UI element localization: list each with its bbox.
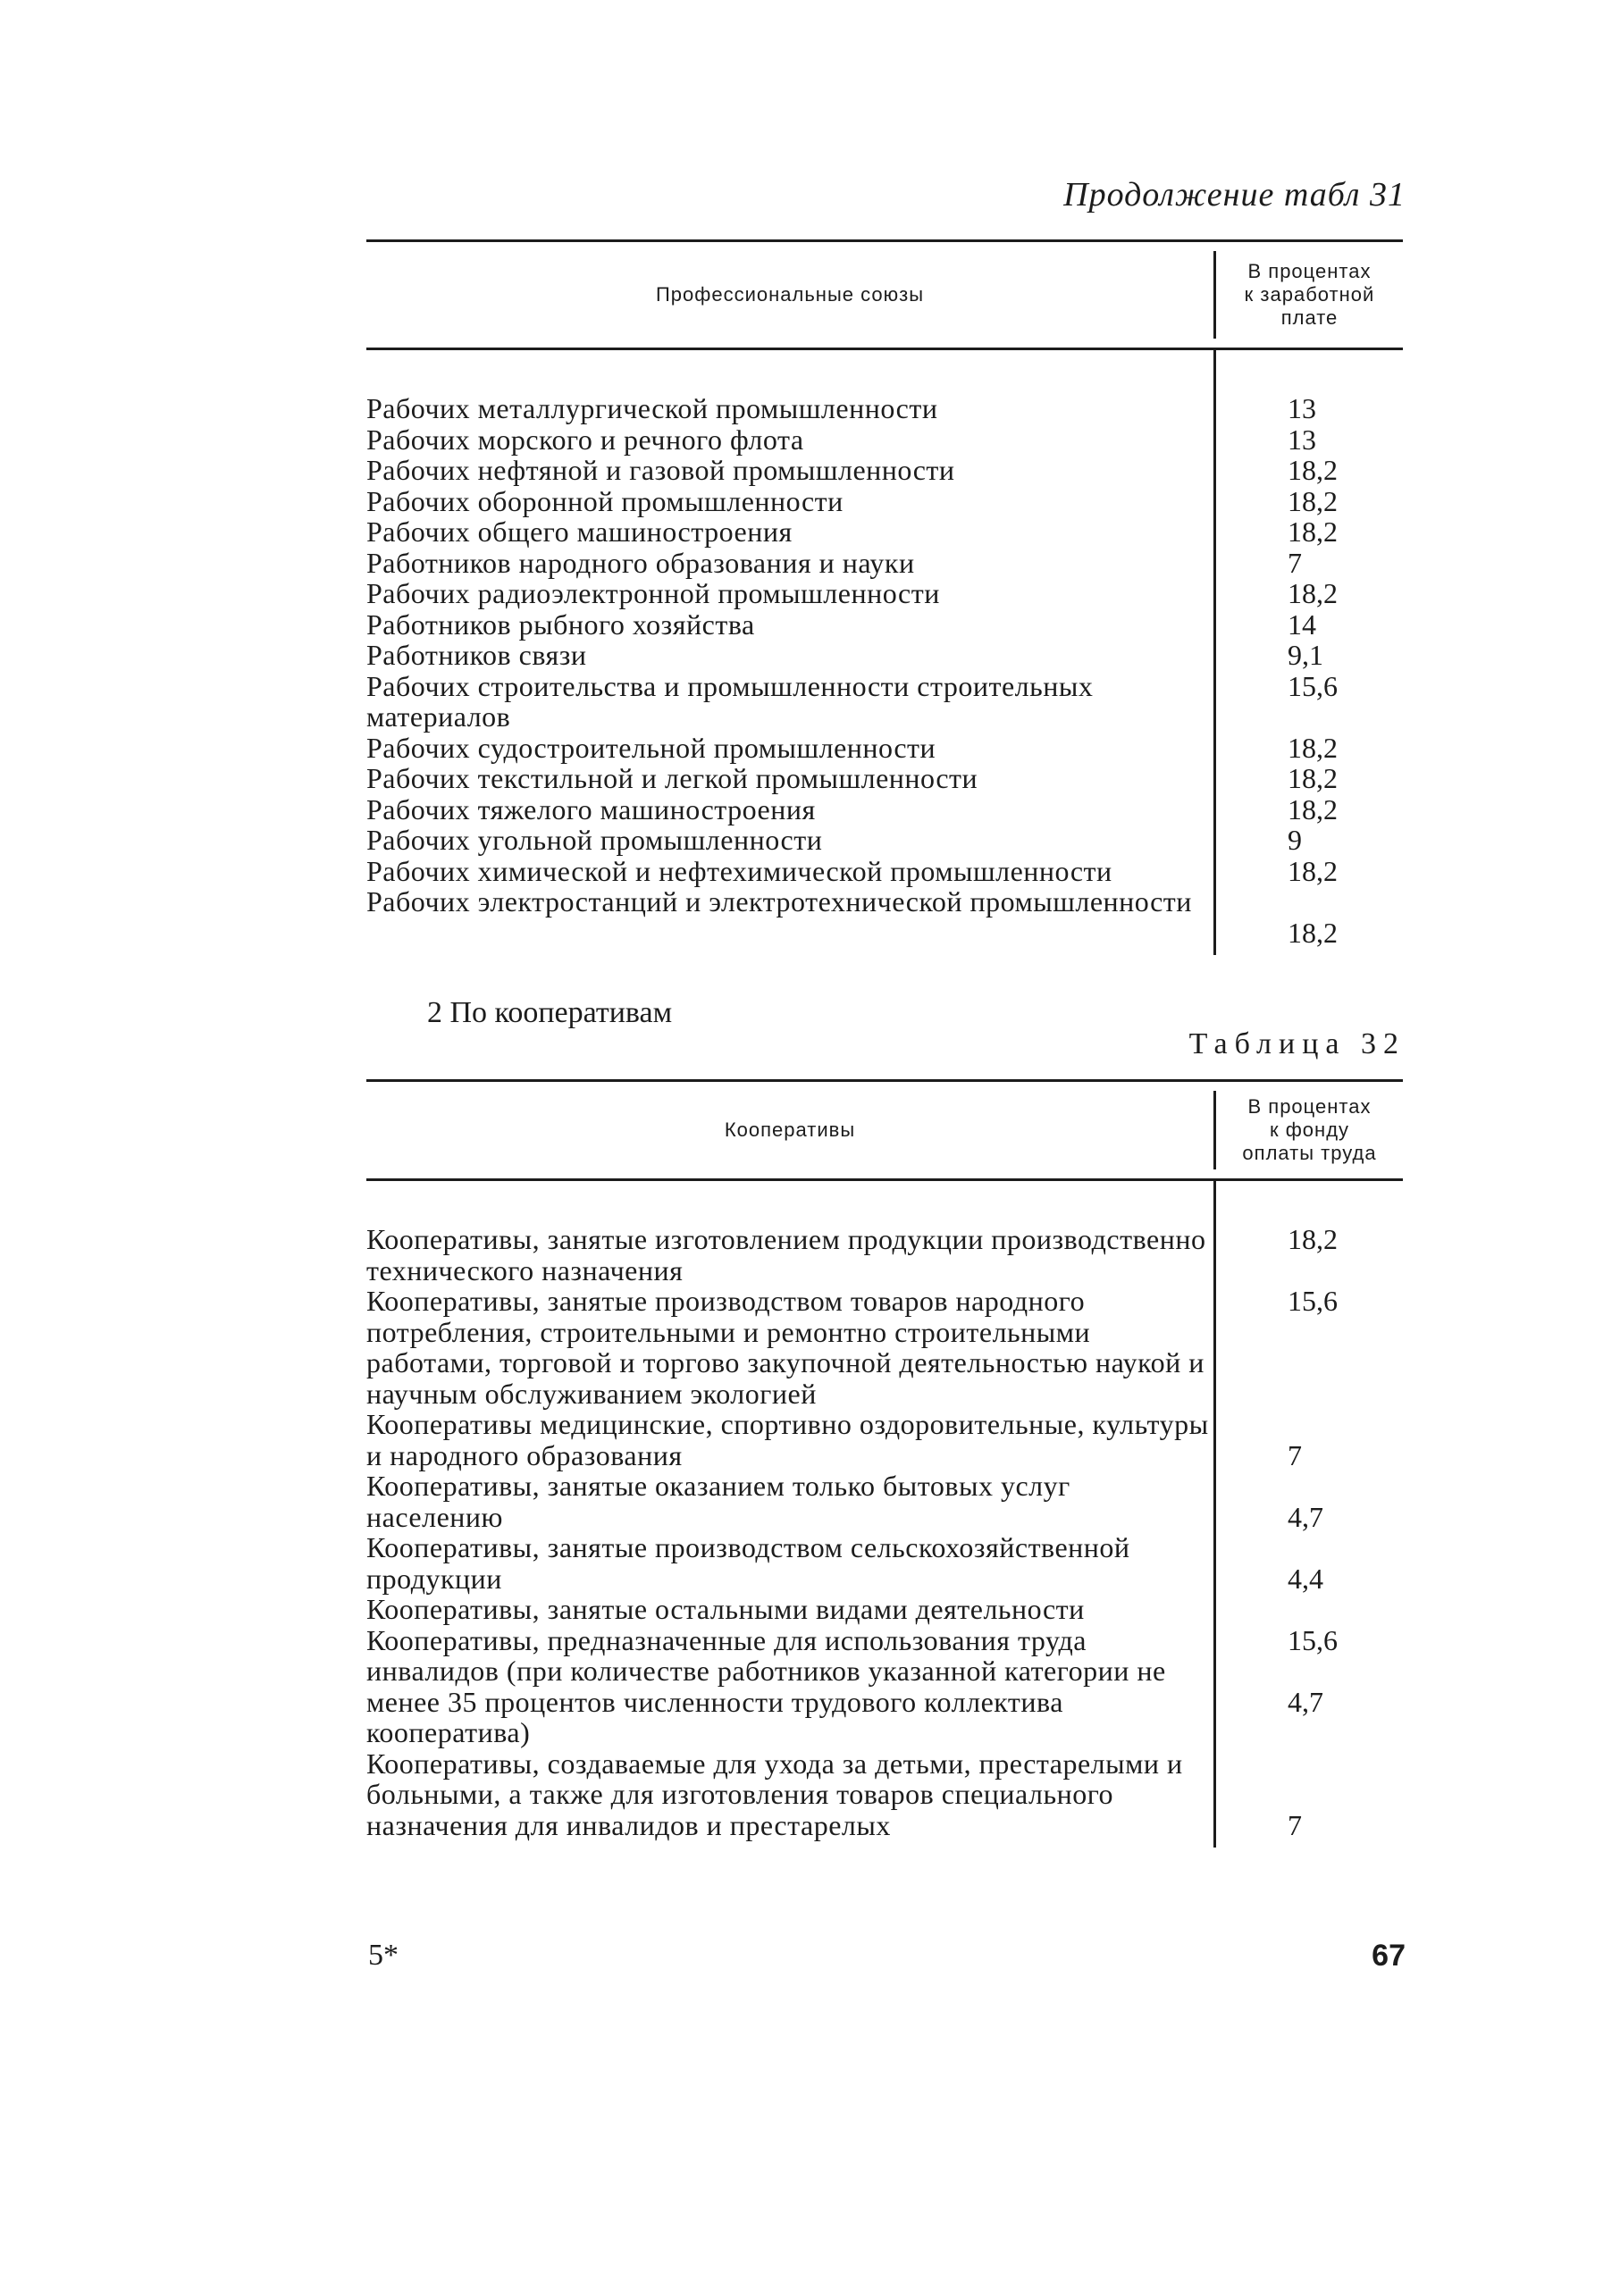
row-value: 18,2 [1288,1223,1338,1255]
header-left: Кооперативы [724,1119,856,1141]
row-value: 18,2 [1288,515,1338,548]
row-name: Кооперативы медицинские, спортивно оздоровительные, культуры и народного образования [366,1408,1209,1471]
row-name: Работников связи [366,639,587,671]
row-value: 18,2 [1288,577,1338,609]
values-column [1213,1181,1403,1848]
row-name: Рабочих текстильной и легкой промышленности [366,762,978,794]
values-column [1213,350,1403,955]
row-value: 18,2 [1288,792,1338,825]
table-body [366,350,1403,948]
section-title: 2 По кооперативам [427,996,673,1029]
trade-unions-table [366,239,1403,948]
row-value: 18,2 [1288,762,1338,794]
header-left: Профессиональные союзы [655,283,925,306]
continuation-caption: Продолжение табл 31 [1063,176,1406,214]
table-header [366,1082,1403,1181]
row-value: 15,6 [1288,669,1338,702]
row-value: 13 [1288,392,1316,424]
table-number-label: Таблица 32 [1188,1027,1406,1060]
row-value: 9 [1288,824,1302,856]
row-name: Рабочих металлургической промышленности [366,392,938,424]
row-value: 4,4 [1288,1562,1323,1595]
row-value: 18,2 [1288,854,1338,887]
row-value: 13 [1288,423,1316,456]
row-value: 7 [1288,546,1302,579]
row-value: 4,7 [1288,1685,1323,1718]
row-value: 15,6 [1288,1285,1338,1317]
row-value: 18,2 [1288,484,1338,517]
row-value: 9,1 [1288,639,1323,671]
row-name: Кооперативы, создаваемые для ухода за детьми, престарелыми и больными, а также для изготовления товаров специального назначения для инвалидов и престарелых [366,1747,1183,1841]
page-number: 67 [1372,1939,1406,1973]
names-column [366,1224,1213,1840]
row-name: Рабочих оборонной промышленности [366,484,844,517]
row-name: Рабочих морского и речного флота [366,423,804,456]
row-name: Кооперативы, занятые изготовлением продукции производственно технического назначения [366,1223,1206,1286]
row-name: Рабочих строительства и промышленности строительных материалов [366,669,1094,733]
row-name: Рабочих общего машиностроения [366,515,793,548]
row-value: 18,2 [1288,454,1338,486]
row-name: Рабочих нефтяной и газовой промышленности [366,454,955,486]
row-name: Рабочих угольной промышленности [366,824,823,856]
row-value: 18,2 [1288,916,1338,949]
row-name: Рабочих химической и нефтехимической промышленности [366,854,1112,887]
table-body [366,1181,1403,1840]
row-value: 18,2 [1288,731,1338,764]
row-name: Рабочих электростанций и электротехнической промышленности [366,885,1192,918]
row-name: Работников рыбного хозяйства [366,608,755,641]
row-value: 7 [1288,1808,1302,1841]
row-name: Кооперативы, предназначенные для использования труда инвалидов (при количестве работников указанной категории не менее 35 процентов численности трудового коллектива кооператива) [366,1623,1166,1748]
row-name: Рабочих тяжелого машиностроения [366,792,816,825]
row-name: Кооперативы, занятые производством сельскохозяйственной продукции [366,1531,1130,1595]
row-value: 4,7 [1288,1500,1323,1533]
row-name: Рабочих радиоэлектронной промышленности [366,577,940,609]
row-value: 14 [1288,608,1316,641]
table-header [366,242,1403,350]
header-right: В процентах к заработной плате [1213,251,1403,339]
signature-mark: 5* [368,1939,399,1972]
row-name: Работников народного образования и науки [366,546,915,579]
row-value: 15,6 [1288,1623,1338,1656]
cooperatives-table [366,1079,1403,1840]
header-right: В процентах к фонду оплаты труда [1213,1091,1403,1169]
row-name: Рабочих судостроительной промышленности [366,731,936,764]
names-column [366,393,1213,948]
row-value: 7 [1288,1438,1302,1471]
row-name: Кооперативы, занятые оказанием только бытовых услуг населению [366,1470,1070,1533]
row-name: Кооперативы, занятые остальными видами деятельности [366,1593,1085,1625]
row-name: Кооперативы, занятые производством товаров народного потребления, строительными и ремонтно строительными работами, торговой и торгово закупочной деятельностью наукой и научным обслуживанием экологией [366,1285,1205,1410]
